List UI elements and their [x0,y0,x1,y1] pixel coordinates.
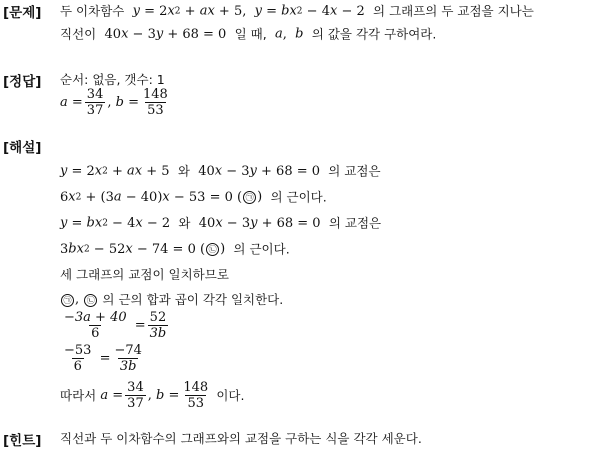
answer-values: a = $\frac{34}{37}$ , b = $\frac{148}{53}$ [60,87,168,118]
math-expression: y = 2x2 + ax + 5, y = bx2 − 4x − 2 [132,3,369,19]
circle-label-2: ㉡ [206,243,219,256]
math-expression: a, b [275,26,304,42]
problem-text: 의 그래프의 두 교점을 지나는 [373,3,534,19]
problem-label: [문제] [3,5,42,21]
fraction: $\frac{34}{37}$ [127,380,144,411]
answer-meta: 순서: 없음, 갯수: 1 [60,72,165,87]
fraction: $\frac{-3a + 40}{6}$ [64,310,127,341]
problem-text: 일 때, [234,26,267,42]
solution-line-1: y = 2x2 + ax + 5 와 40x − 3y + 68 = 0 의 교점은 [60,163,381,179]
solution-line-2: 6x2 + (3a − 40)x − 53 = 0 ( ㉠ ) 의 근이다. [60,189,327,205]
math-expression: 40x − 3y + 68 = 0 [100,26,231,42]
problem-line-1 [60,3,534,20]
fraction: $\frac{-53}{6}$ [64,343,92,374]
solution-line-4: 3bx2 − 52x − 74 = 0 ( ㉡ ) 의 근이다. [60,241,290,257]
fraction: $\frac{34}{37}$ [86,87,104,118]
problem-line-2 [60,26,436,43]
solution-equation-2: $\frac{-53}{6}$ = $\frac{-74}{3b}$ [64,343,142,374]
fraction: $\frac{-74}{3b}$ [114,343,142,374]
hint-label: [힌트] [3,433,42,449]
fraction: $\frac{148}{53}$ [183,380,209,411]
solution-line-3: y = bx2 − 4x − 2 와 40x − 3y + 68 = 0 의 교점은 [60,215,382,231]
fraction: $\frac{148}{53}$ [142,87,168,118]
solution-equation-1: $\frac{-3a + 40}{6}$ = $\frac{52}{3b}$ [64,310,167,341]
problem-text: 두 이차함수 [60,3,125,19]
answer-line-2 [60,87,172,118]
circle-label-1: ㉠ [243,191,256,204]
answer-label: [정답] [3,74,42,90]
solution-label: [해설] [3,140,42,156]
problem-text: 의 값을 각각 구하여라. [311,26,437,42]
problem-text: 직선이 [60,26,97,42]
hint-line: 직선과 두 이차함수의 그래프와의 교점을 구하는 식을 각각 세운다. [60,431,422,446]
solution-line-5: 세 그래프의 교점이 일치하므로 [60,267,229,282]
fraction: $\frac{52}{3b}$ [149,310,167,341]
solution-line-6: ㉠ , ㉡ 의 근의 합과 곱이 각각 일치한다. [60,292,283,309]
solution-line-9: 따라서 a = $\frac{34}{37}$ , b = $\frac{148}{53}$ 이다. [60,380,245,411]
